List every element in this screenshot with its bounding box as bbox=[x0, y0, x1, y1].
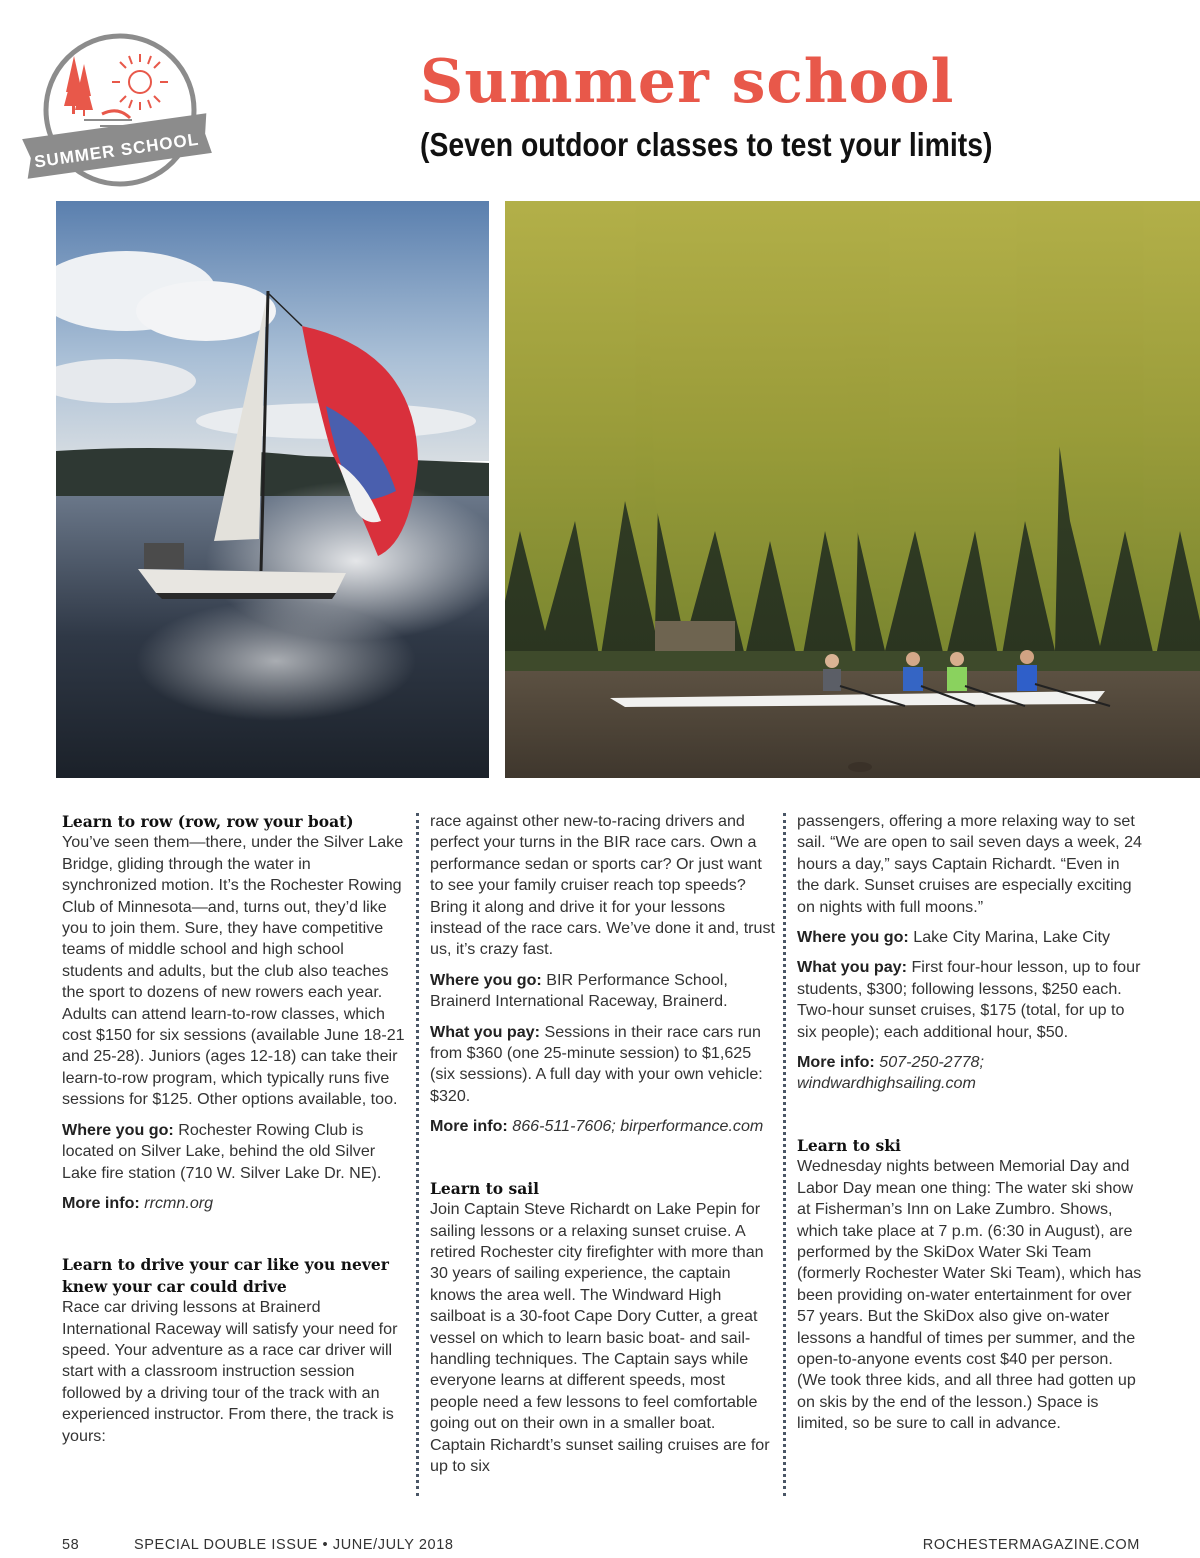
sail-body: Join Captain Steve Richardt on Lake Pepin for sailing lessons or a relaxing sunset cruise. A retired Rochester city firefighter with more than 30 years of sailing experience, the captain knows the area well. The Windward High sailboat is a 30-foot Cape Dory Cutter, a great vessel on which to learn basic boat- and sail-handling techniques. The Captain says while everyone learns at different speeds, most people need a few lessons to feel comfortable going out on their own in a smaller boat. Captain Richardt’s sunset sailing cruises are for up to six bbox=[430, 1200, 770, 1475]
info-label: More info: bbox=[62, 1193, 140, 1212]
info-text: 507-250-2778; windwardhighsailing.com bbox=[797, 1053, 984, 1093]
page-footer bbox=[62, 1537, 1140, 1558]
row-where bbox=[62, 1120, 408, 1184]
info-label: More info: bbox=[430, 1117, 508, 1136]
info-text: rrcmn.org bbox=[139, 1193, 214, 1212]
row-heading: Learn to row (row, row your boat) bbox=[62, 812, 354, 831]
sail-heading: Learn to sail bbox=[430, 1178, 540, 1198]
pay-text: First four-hour lesson, up to four students, $300; following lessons, $250 each. Two-hour sunset cruises, $175 (total, for up to six people); each additional hour, $50. bbox=[797, 958, 1141, 1041]
drive-pay bbox=[430, 1022, 775, 1108]
where-label: Where you go: bbox=[797, 928, 909, 947]
where-text: Rochester Rowing Club is located on Silver Lake, behind the old Silver Lake fire station (710 W. Silver Lake Dr. NE). bbox=[62, 1120, 382, 1182]
badge-logo bbox=[22, 26, 214, 191]
summer-school-badge bbox=[22, 26, 214, 191]
column-divider bbox=[416, 813, 419, 1496]
page-subtitle: (Seven outdoor classes to test your limits) bbox=[420, 126, 993, 163]
pay-label: What you pay: bbox=[430, 1022, 540, 1041]
issue-label: SPECIAL DOUBLE ISSUE • JUNE/JULY 2018 bbox=[134, 1537, 454, 1553]
badge-label: SUMMER SCHOOL bbox=[33, 129, 201, 172]
sail-body-continued: passengers, offering a more relaxing way to set sail. “We are open to sail seven days a week, 24 hours a day,” says Captain Richardt. “Even in the dark. Sunset cruises are especially exciting on nights with full moons.” bbox=[797, 812, 1143, 916]
website-link[interactable]: ROCHESTERMAGAZINE.COM bbox=[922, 1537, 1140, 1553]
column-1 bbox=[62, 811, 408, 1447]
sailboat-photo bbox=[56, 201, 489, 778]
where-label: Where you go: bbox=[430, 970, 542, 989]
ski-heading: Learn to ski bbox=[797, 1135, 901, 1155]
drive-body-continued: race against other new-to-racing drivers and perfect your turns in the BIR race cars. Own a performance sedan or sports car? Or just want to see your family cruiser reach top speeds? Bring it along and drive it for your lessons instead of the race cars. We’ve done it and, trust us, it’s crazy fast. bbox=[430, 812, 776, 959]
column-2 bbox=[430, 811, 775, 1477]
column-divider bbox=[783, 813, 786, 1496]
rowing-photo bbox=[505, 201, 1200, 778]
page-number: 58 bbox=[62, 1537, 80, 1553]
info-label: More info: bbox=[797, 1053, 875, 1072]
where-text: BIR Performance School, Brainerd International Raceway, Brainerd. bbox=[430, 970, 728, 1011]
drive-heading: Learn to drive your car like you never knew your car could drive bbox=[62, 1255, 389, 1296]
row-info bbox=[62, 1193, 408, 1214]
drive-body: Race car driving lessons at Brainerd International Raceway will satisfy your need for speed. Your adventure as a race car driver will start with a classroom instruction session followed by a driving tour of the track with an experienced instructor. From there, the track is yours: bbox=[62, 1298, 398, 1445]
page-title: Summer school bbox=[420, 47, 955, 117]
info-text: 866-511-7606; birperformance.com bbox=[507, 1117, 764, 1136]
pay-text: Sessions in their race cars run from $360 (one 25-minute session) to $1,625 (six sessions). A full day with your own vehicle: $320. bbox=[430, 1022, 763, 1105]
row-body: You’ve seen them—there, under the Silver Lake Bridge, gliding through the water in synchronized motion. It’s the Rochester Rowing Club of Minnesota—and, turns out, they’d like you to join them. Sure, they have competitive teams of middle school and high school students and adults, but the club also teaches the sport to dozens of new rowers each year. Adults can attend learn-to-row classes, which cost $150 for six sessions (available June 18-21 and 25-28). Juniors (ages 12-18) can take their learn-to-row program, which typically runs five sessions for $125. Other options available, too. bbox=[62, 833, 405, 1109]
where-text: Lake City Marina, Lake City bbox=[908, 928, 1111, 947]
column-3 bbox=[797, 811, 1142, 1435]
sail-where bbox=[797, 927, 1142, 948]
pay-label: What you pay: bbox=[797, 958, 907, 977]
drive-where bbox=[430, 970, 775, 1013]
drive-info bbox=[430, 1116, 775, 1137]
sail-pay bbox=[797, 957, 1142, 1043]
ski-body: Wednesday nights between Memorial Day and Labor Day mean one thing: The water ski show at Fisherman’s Inn on Lake Zumbro. Shows, which take place at 7 p.m. (6:30 in August), are performed by the SkiDox Water Ski Team (formerly Rochester Water Ski Team), which has been providing on-water entertainment for over 57 years. But the SkiDox also give on-water lessons a handful of times per summer, and the open-to-anyone events cost $40 per person. (We took three kids, and all three had gotten up on skis by the end of the lesson.) Space is limited, so be sure to call in advance. bbox=[797, 1157, 1142, 1433]
sail-info bbox=[797, 1052, 1142, 1095]
where-label: Where you go: bbox=[62, 1120, 174, 1139]
